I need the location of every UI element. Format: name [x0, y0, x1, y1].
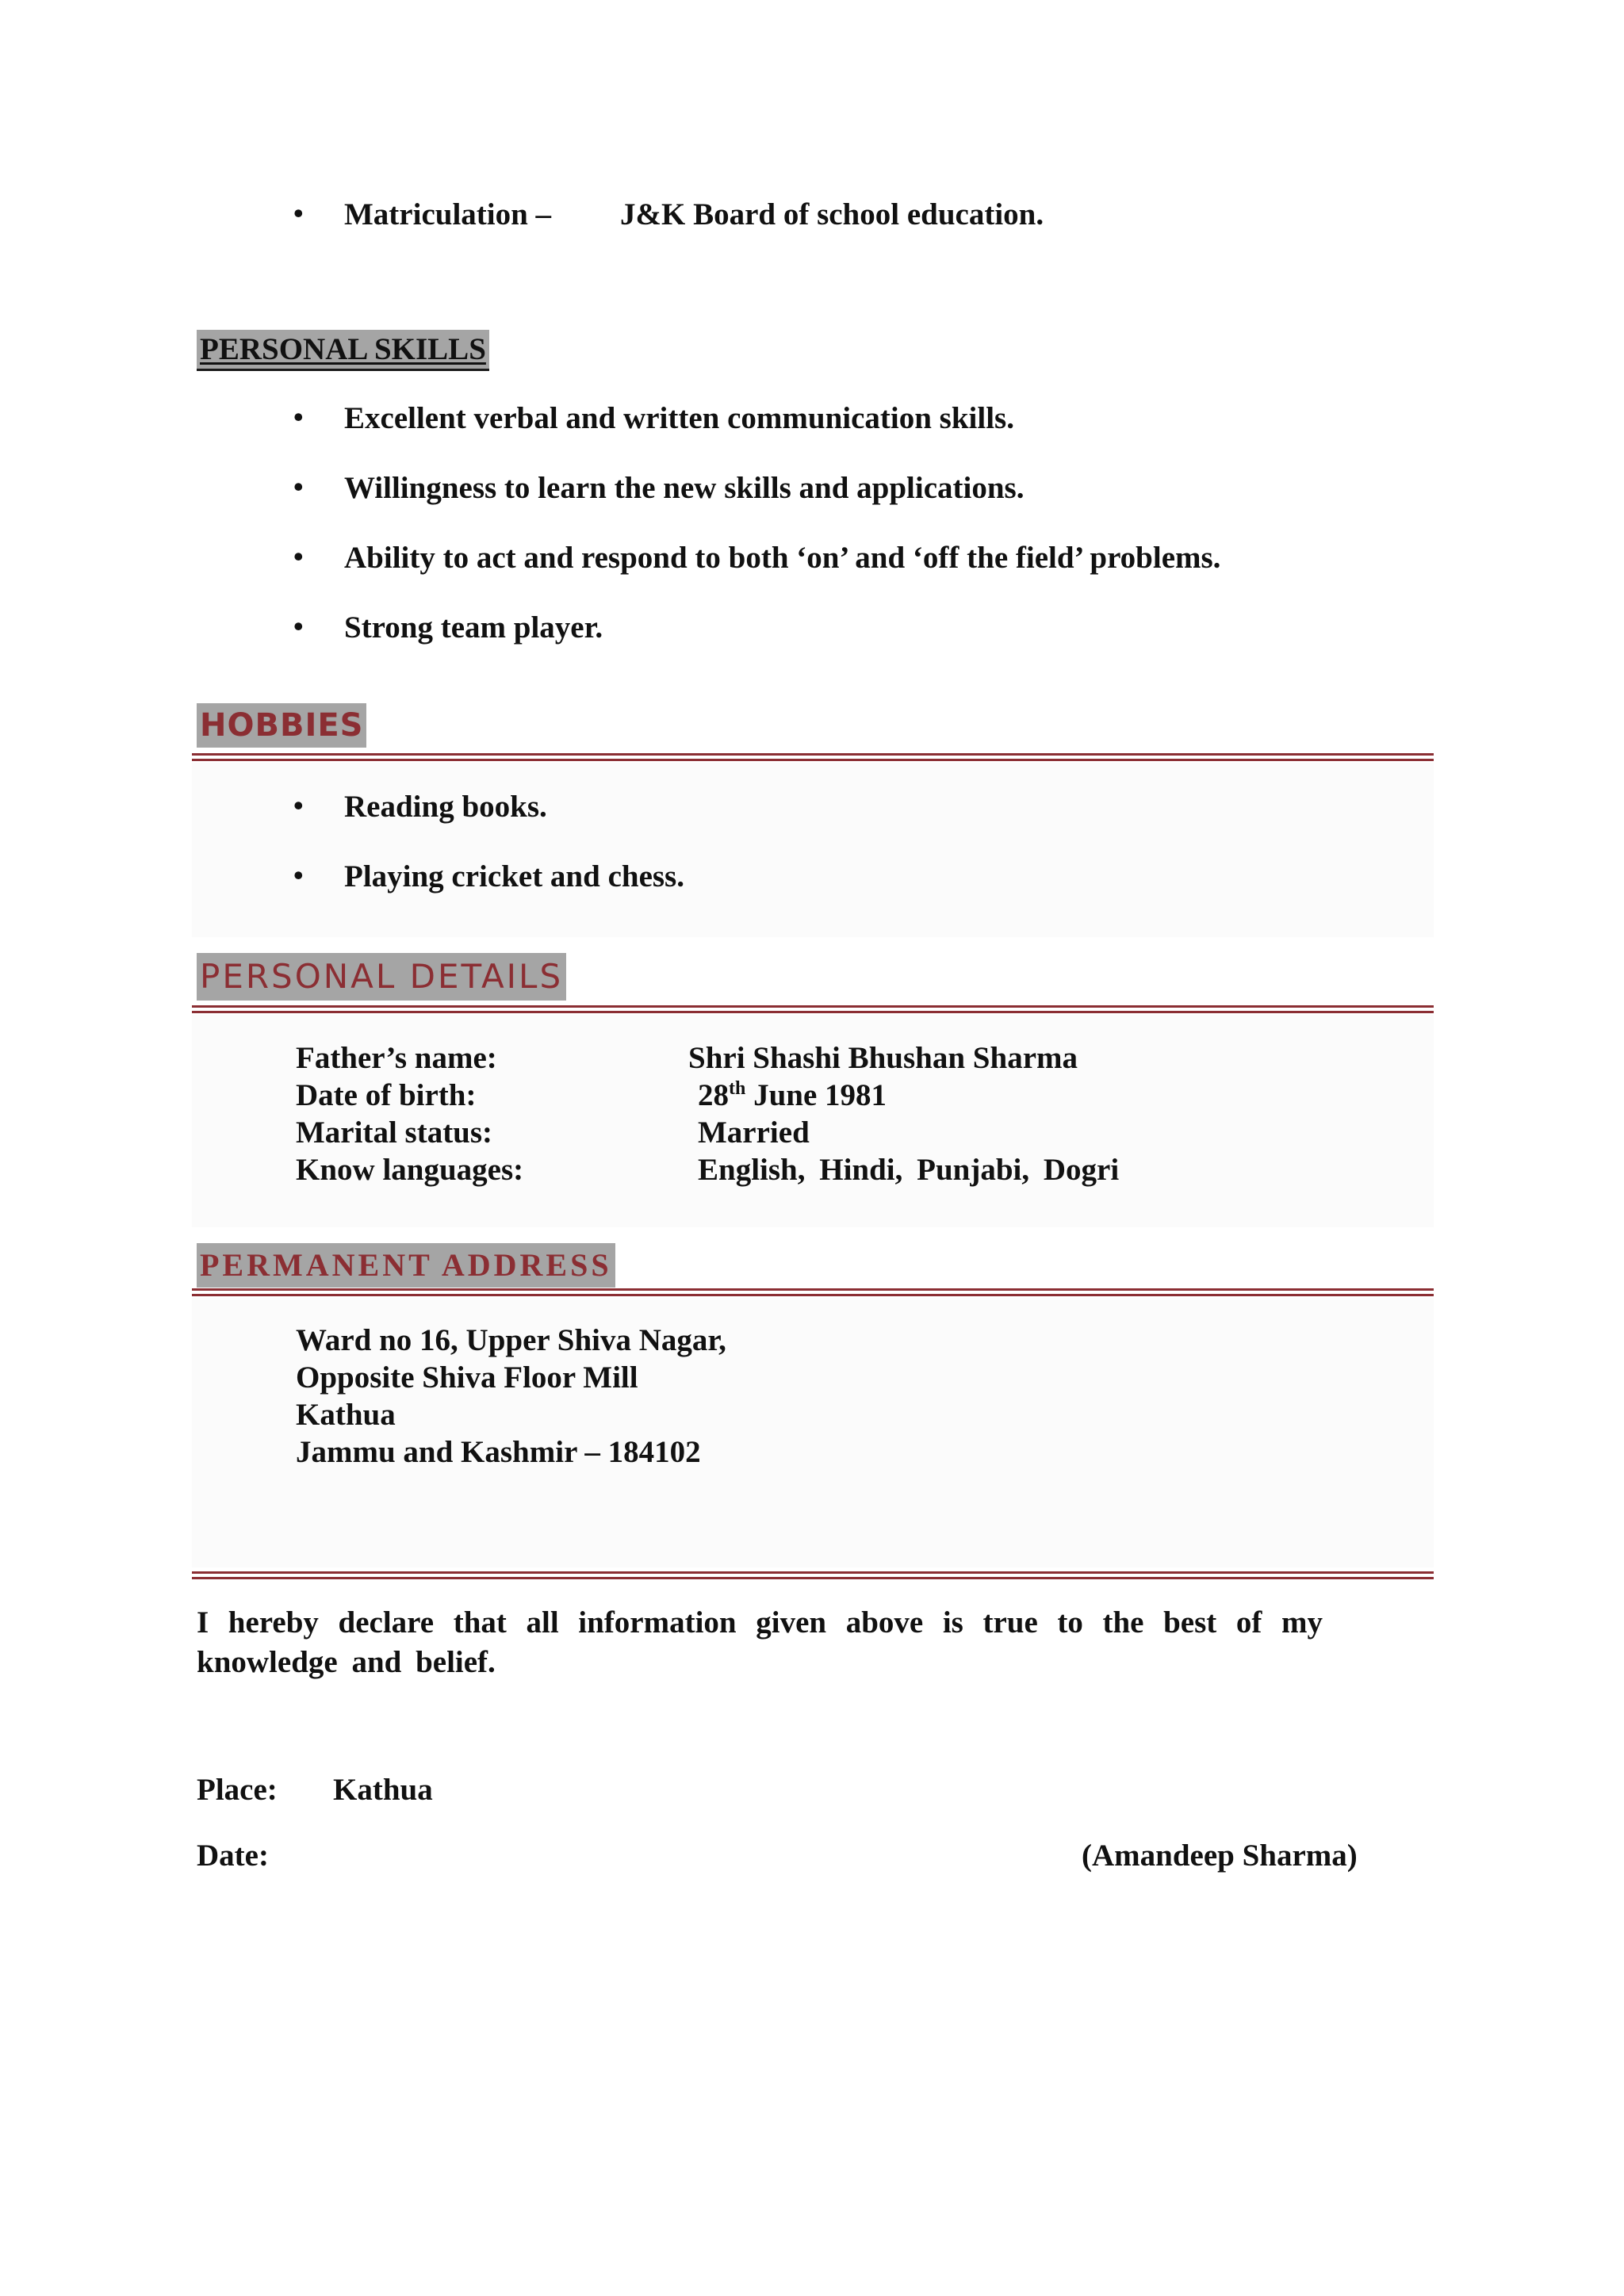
section-divider: [192, 1288, 1434, 1296]
place-label: Place:: [197, 1773, 278, 1807]
matriculation-label: Matriculation –: [344, 197, 552, 232]
bullet-icon: •: [293, 541, 304, 572]
skill-text: Willingness to learn the new skills and applications.: [344, 471, 1025, 505]
skill-text: Strong team player.: [344, 610, 603, 645]
section-divider: [192, 1571, 1434, 1579]
hobby-text: Reading books.: [344, 790, 547, 824]
skill-text: Excellent verbal and written communication skills.: [344, 401, 1014, 435]
marital-status-label: Marital status:: [296, 1115, 493, 1150]
languages-value: English, Hindi, Punjabi, Dogri: [698, 1153, 1120, 1187]
bullet-icon: •: [293, 610, 304, 642]
father-name-value: Shri Shashi Bhushan Sharma: [688, 1041, 1078, 1075]
skill-text: Ability to act and respond to both ‘on’ and ‘off the field’ problems.: [344, 541, 1221, 575]
bullet-icon: •: [293, 197, 304, 229]
hobbies-heading: HOBBIES: [197, 703, 366, 748]
permanent-address-heading: PERMANENT ADDRESS: [197, 1243, 615, 1288]
hobby-text: Playing cricket and chess.: [344, 859, 684, 894]
personal-skills-heading: PERSONAL SKILLS: [197, 330, 489, 369]
address-line: Kathua: [296, 1398, 396, 1432]
address-line: Jammu and Kashmir – 184102: [296, 1435, 701, 1469]
marital-status-value: Married: [698, 1115, 810, 1150]
address-line: Opposite Shiva Floor Mill: [296, 1360, 638, 1395]
date-label: Date:: [197, 1839, 269, 1873]
father-name-label: Father’s name:: [296, 1041, 497, 1075]
dob-label: Date of birth:: [296, 1078, 477, 1112]
languages-label: Know languages:: [296, 1153, 524, 1187]
section-divider: [192, 1005, 1434, 1013]
bullet-icon: •: [293, 790, 304, 821]
matriculation-board: J&K Board of school education.: [620, 197, 1044, 232]
dob-value: 28th June 1981: [698, 1078, 887, 1112]
bullet-icon: •: [293, 859, 304, 891]
place-value: Kathua: [333, 1773, 433, 1807]
section-divider: [192, 753, 1434, 761]
personal-details-heading: PERSONAL DETAILS: [197, 953, 566, 1001]
bullet-icon: •: [293, 471, 304, 503]
signature-name: (Amandeep Sharma): [1082, 1839, 1358, 1873]
bullet-icon: •: [293, 401, 304, 433]
address-line: Ward no 16, Upper Shiva Nagar,: [296, 1323, 726, 1357]
declaration-text: I hereby declare that all information given above is true to the best of my knowledge and belief.: [197, 1605, 1323, 1679]
